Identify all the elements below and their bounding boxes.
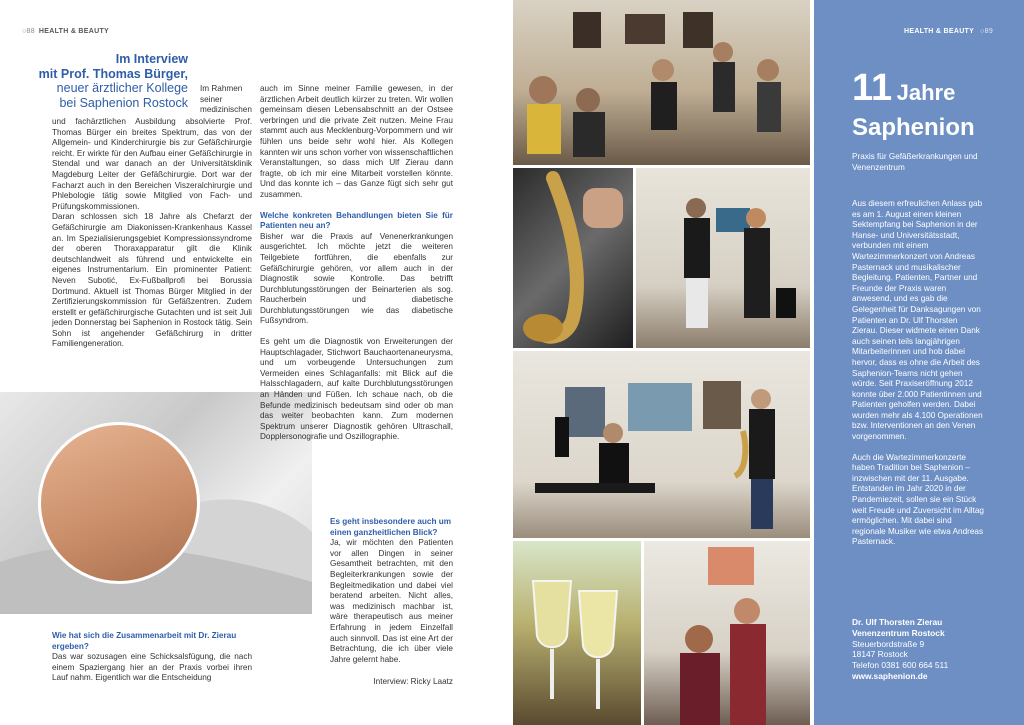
saxophone-photo [513, 168, 633, 348]
music-performance-photo [636, 168, 810, 348]
concert-photo [513, 351, 810, 538]
title-line: mit Prof. Thomas Bürger, [38, 66, 188, 81]
question-3-block [330, 517, 453, 665]
anniversary-number: 11 [852, 67, 893, 109]
contact-name: Dr. Ulf Thorsten Zierau [852, 617, 943, 627]
sidebar-body [852, 199, 984, 548]
contact-street: Steuerbordstraße 9 [852, 638, 925, 649]
brand-name: Saphenion [852, 114, 975, 141]
team-photo [644, 541, 810, 725]
title-line: neuer ärztlicher Kollege [56, 81, 188, 95]
question-heading: Welche konkreten Behandlungen bieten Sie für Patienten neu an? [260, 210, 453, 231]
answer-text: Es geht um die Diagnostik von Erweiterungen der Hauptschlagader, Stichwort Bauchaortenaneurysma, und um vorbeugende Untersuchungen zum Vermeiden eines Schlaganfalls: mit Blick auf die Halsschlagadern, auf kalte Durchblutungsstörungen an Händen und Füßen. Ich schaue nach, ob die Befunde medizinisch bedeutsam sind oder ob man das weiter beobachten kann. Zum modernen Spektrum unserer Diagnostik gehören Ultraschall, Dopplersonografie und Oszillographie. [260, 337, 453, 442]
paragraph: auch im Sinne meiner Familie gewesen, in der ärztlichen Arbeit deutlich kürzer zu treten. Wir wollen gemeinsam diesen Lebensabschnitt an der Ostsee verbringen und die private Zeit nutzen. Meine Frau stammt auch aus Mecklenburg-Vorpommern und wir fühlen uns beide sehr wohl hier. Als Kollegen kannten wir uns schon vorher von wissenschaftlichen Veranstaltungen, so dass mich Ulf Zierau dann fragte, ob ich mir eine Mitarbeit vorstellen könnte. Und das konnte ich – das Ganze fügt sich sehr gut zusammen. [260, 84, 453, 199]
performers-illustration [636, 168, 810, 348]
intro-text: Im Rahmen seiner medizinischen [200, 84, 252, 115]
page-number: ○89 [980, 28, 994, 35]
title-line: bei Saphenion Rostock [59, 95, 188, 110]
section-label: HEALTH & BEAUTY [38, 28, 110, 35]
right-folio [904, 28, 993, 35]
anniversary-heading [852, 68, 975, 140]
website-link[interactable]: www.saphenion.de [852, 670, 928, 681]
left-folio [22, 28, 109, 35]
interview-credit: Interview: Ricky Laatz [373, 677, 453, 686]
answer-text: Das war sozusagen eine Schicksalsfügung, die nach einem Spaziergang hier an der Praxis vorbei ihren Lauf nahm. Eigentlich war die Entscheidung [52, 652, 252, 683]
glasses-illustration [513, 541, 641, 725]
paragraph: und fachärztlichen Ausbildung absolvierte Prof. Thomas Bürger ein breites Spektrum, das von der Allgemein- und Kinderchirurgie bis zur Gefäßchirurgie reicht. Er wirkte für den Aufbau einer Gefäßchirurgie in Stendal und war danach an der Universitätsklinik Magdeburg Leiter der Gefäßchirurgie. Dort war der Facharzt auch in den Bereichen Viszeralchirurgie und Phlebologie tätig sowie Mitglied von Fach- und Prüfungskommissionen. [52, 117, 252, 211]
interview-title [20, 52, 188, 110]
question-heading: Es geht insbesondere auch um einen ganzheitlichen Blick? [330, 517, 452, 537]
answer-text: Ja, wir möchten den Patienten vor allen Dingen in seiner Gesamtheit betrachten, mit den Begleiterkrankungen sowie der Begleitmedikation und dabei viel beratend arbeiten. Nicht alles, was medizinisch machbar ist, wäre therapeutisch aus meiner Erfahrung in jedem Einzelfall auch sinnvoll. Das ist eine Art der Betrachtung, die ich über viele Jahre gelernt habe. [330, 538, 453, 664]
team-illustration [644, 541, 810, 725]
page-number: ○88 [22, 28, 35, 35]
contact-phone: Telefon 0381 600 664 511 [852, 660, 949, 671]
section-label: HEALTH & BEAUTY [904, 28, 975, 35]
anniversary-word: Jahre [896, 80, 956, 105]
title-line: Im Interview [115, 52, 188, 66]
column-1 [52, 117, 252, 350]
question-1-block [52, 631, 252, 684]
contact-block [852, 617, 1002, 682]
magnified-skin-circle [38, 422, 200, 584]
paragraph: Auch die Wartezimmerkonzerte haben Tradition bei Saphenion – inzwischen mit der 11. Ausgabe. Entstanden im Jahr 2020 in der Pandemiezeit, sollen sie ein Stück weit Freude und Zuversicht im Alltag ermöglichen. Mit dabei sind regionale Musiker wie etwa Andreas Pasternack. [852, 452, 984, 547]
contact-org: Venenzentrum Rostock [852, 627, 945, 638]
column-2-top [260, 84, 453, 443]
sidebar-subtitle: Praxis für Gefäßerkrankungen und Venenzentrum [852, 152, 978, 172]
reception-photo [513, 0, 810, 165]
contact-city: 18147 Rostock [852, 649, 908, 660]
champagne-photo [513, 541, 641, 725]
guests-illustration [513, 0, 810, 165]
concert-illustration [513, 351, 810, 538]
question-heading: Wie hat sich die Zusammenarbeit mit Dr. Zierau ergeben? [52, 631, 237, 651]
paragraph: Aus diesem erfreulichen Anlass gab es am 1. August einen kleinen Sektempfang bei Saphenion in der Hanse- und Universitätsstadt, verbunden mit einem Wartezimmerkonzert von Andreas Pasternack und musikalischer Begleitung. Patienten, Partner und Freunde der Praxis waren anwesend, und es gab die Gelegenheit für Danksagungen von Patienten an Dr. Ulf Thorsten Zierau. Dieser widmete einen Dank auch seinen teils langjährigen Mitarbeiterinnen und hob dabei hervor, dass es ohne die Arbeit des Saphenion-Teams nicht gehen würde. Seit Praxiseröffnung 2012 konnte über 2.000 Patientinnen und Patienten geholfen werden. Dabei wurden mehr als 4.100 Operationen bzw. Interventionen an den Venen vorgenommen. [852, 199, 983, 442]
saxophone-illustration [513, 168, 633, 348]
answer-text: Bisher war die Praxis auf Venenerkrankungen ausgerichtet. Ich möchte jetzt die weiteren Teilgebiete fortführen, die ebenfalls zur Gefäßchirurgie gehören, vor allem auch in der Diagnostik sowie Kontrolle. Das betrifft Durchblutungsstörungen der Beinarterien als sog. Raucherbein und diabetische Durchblutungsstörungen wie das diabetische Fußsyndrom. [260, 231, 453, 326]
paragraph: Daran schlossen sich 18 Jahre als Chefarzt der Gefäßchirurgie am Diakonissen-Krankenhaus Kassel an. Im Spezialisierungsgebiet Kompressionssyndrome der oberen Thoraxapparatur gilt die Klinik deutschlandweit als führend und entwickelte ein eigenes Instrumentarium. Ein prominenter Patient: Neven Subotić, Ex-Fußballprofi bei Borussia Dortmund. Aktuell ist Thomas Bürger Mitglied in der Zertifizierungskommission für Gefäßzentren. Zudem erstellt er gefäßchirurgische Gutachten und ist seit Juli jeden Donnerstag bei Saphenion in Rostock tätig. Sein Sohn ist angehender Gefäßchirurg in dritter Familiengeneration. [52, 212, 252, 349]
